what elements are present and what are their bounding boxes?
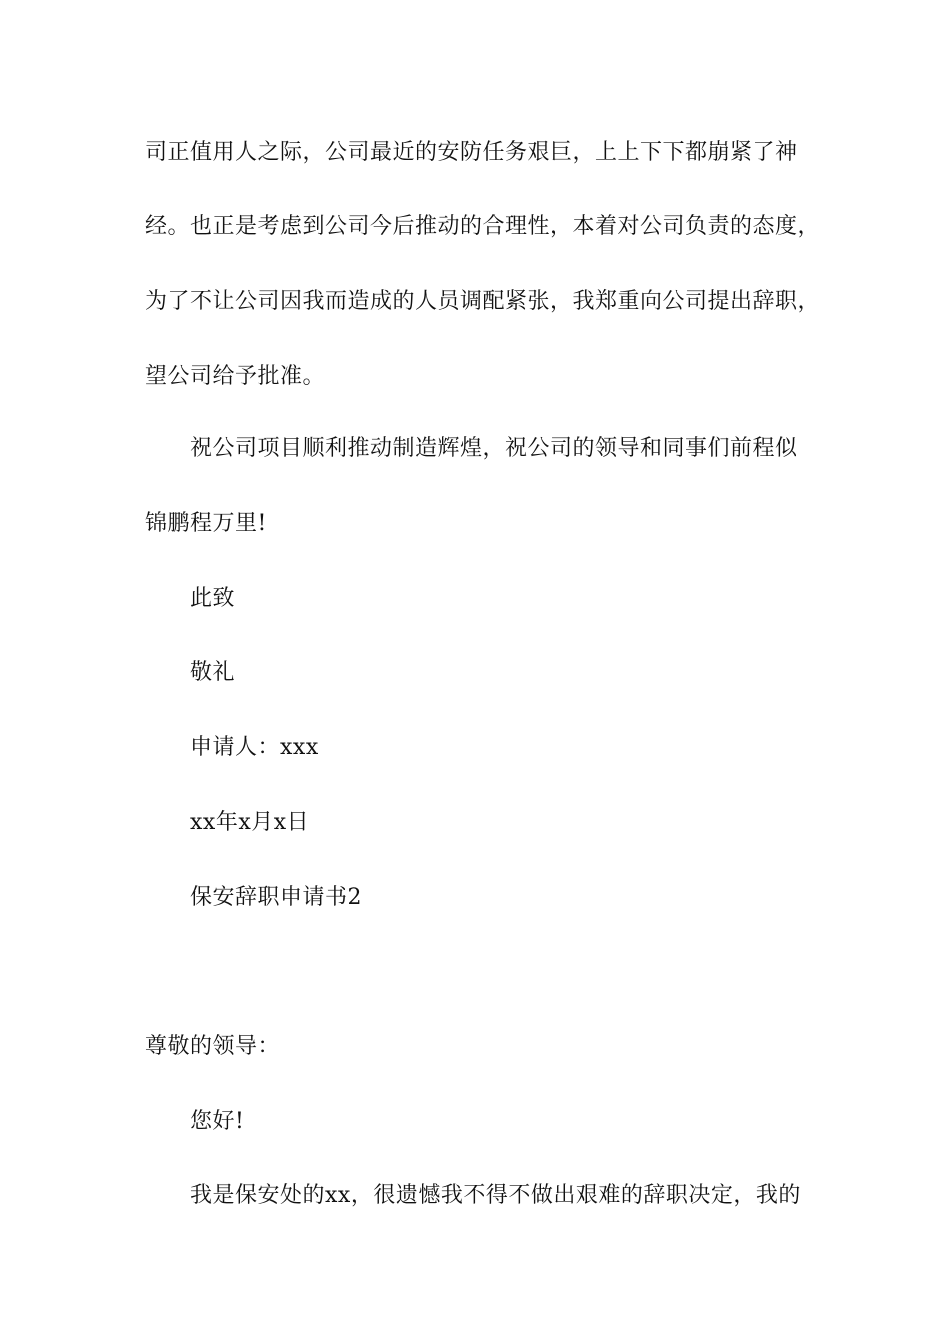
closing-regards: 敬礼 — [190, 660, 236, 685]
letter-date: xx年x月x日 — [190, 810, 310, 835]
applicant-signature: 申请人：xxx — [190, 735, 319, 760]
greeting-recipient: 尊敬的领导： — [145, 1034, 281, 1059]
body-paragraph-line: 我是保安处的xx，很遗憾我不得不做出艰难的辞职决定，我的 — [190, 1183, 801, 1208]
wishes-paragraph-line: 锦鹏程万里! — [145, 511, 267, 536]
body-paragraph-line: 望公司给予批准。 — [145, 364, 326, 389]
body-paragraph-line: 司正值用人之际，公司最近的安防任务艰巨，上上下下都崩紧了神 — [145, 140, 798, 165]
body-paragraph-line: 为了不让公司因我而造成的人员调配紧张，我郑重向公司提出辞职， — [145, 289, 821, 314]
wishes-paragraph-line: 祝公司项目顺利推动制造辉煌，祝公司的领导和同事们前程似 — [190, 436, 798, 461]
closing-salutation: 此致 — [190, 586, 236, 611]
body-paragraph-line: 经。也正是考虑到公司今后推动的合理性，本着对公司负责的态度， — [145, 214, 821, 239]
section-title: 保安辞职申请书2 — [190, 885, 362, 910]
greeting-hello: 您好! — [190, 1109, 245, 1134]
